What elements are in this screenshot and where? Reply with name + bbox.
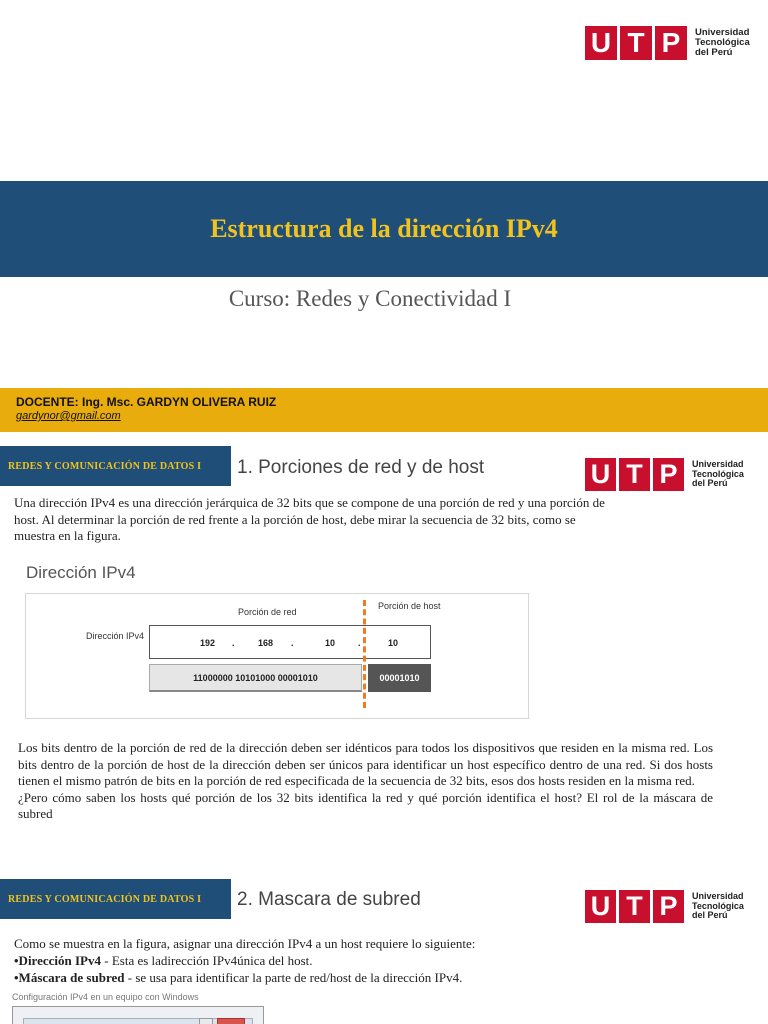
university-line-1: Universidad: [692, 459, 744, 470]
close-icon: [217, 1018, 245, 1024]
intro-paragraph: Una dirección IPv4 es una dirección jerárquica de 32 bits que se compone de una porción de red y una porción de host. Al determinar la porción de red frente a la porción de host, debe mirar la secuencia de 32 bits, como se muestra en la figura.: [14, 495, 605, 543]
body-text-1: Los bits dentro de la porción de red de la dirección deben ser idénticos para todos los dispositivos que residen en la misma red. Los bits dentro de la porción de host de la dirección deben ser únicos para identificar un host específico dentro de una red. Si dos hosts tienen el mismo patrón de bits en la porción de red especificada de la secuencia de 32 bits, esos dos hosts residen en la misma red.: [18, 740, 713, 788]
octet-3: 10: [325, 638, 336, 648]
logo-letter-p: P: [655, 26, 687, 60]
octet-dot: .: [358, 638, 361, 648]
octet-2: 168: [258, 638, 274, 648]
logo-letter-u: U: [585, 458, 616, 491]
logo-letter-p: P: [653, 890, 684, 923]
figure-caption: Configuración IPv4 en un equipo con Windows: [12, 992, 199, 1002]
course-tag: REDES Y COMUNICACIÓN DE DATOS I: [0, 879, 231, 919]
bullet-ipv4-address: [14, 952, 634, 969]
address-row-label: Dirección IPv4: [86, 631, 145, 641]
utp-logo: [585, 890, 744, 923]
university-line-1: Universidad: [695, 27, 750, 39]
teacher-name: DOCENTE: Ing. Msc. GARDYN OLIVERA RUIZ: [16, 395, 277, 409]
bullet-term: •Dirección IPv4: [14, 953, 101, 968]
teacher-email-link[interactable]: gardynor@gmail.com: [16, 410, 121, 422]
university-line-2: Tecnológica: [692, 468, 744, 479]
logo-letter-t: T: [619, 458, 650, 491]
university-line-1: Universidad: [692, 891, 744, 902]
logo-letter-t: T: [619, 890, 650, 923]
utp-logo: [585, 26, 750, 60]
university-line-2: Tecnológica: [692, 900, 744, 911]
logo-letter-p: P: [653, 458, 684, 491]
requirements-intro: Como se muestra en la figura, asignar una dirección IPv4 a un host requiere lo siguiente:: [14, 936, 476, 951]
logo-letter-u: U: [585, 890, 616, 923]
binary-host-bits: 00001010: [368, 664, 431, 692]
decimal-address-box: [149, 625, 431, 659]
body-text-2: ¿Pero cómo saben los hosts qué porción de los 32 bits identifica la red y qué porción identifica el host? El rol de la máscara de subred: [18, 789, 713, 821]
bullet-term: •Máscara de subred: [14, 970, 125, 985]
university-line-3: del Perú: [692, 478, 728, 489]
octet-1: 192: [200, 638, 216, 648]
utp-logo: [585, 458, 744, 491]
windows-dialog-preview: [12, 1006, 264, 1024]
university-line-3: del Perú: [695, 46, 733, 58]
network-host-divider: [363, 600, 366, 708]
bullet-desc: - Esta es ladirección IPv4única del host.: [101, 953, 313, 968]
minimize-icon: [199, 1018, 213, 1024]
bullet-desc: - se usa para identificar la parte de red/host de la dirección IPv4.: [124, 970, 463, 985]
university-line-2: Tecnológica: [695, 37, 750, 49]
binary-network-bits: 11000000 10101000 00001010: [149, 664, 362, 692]
octet-dot: .: [232, 638, 235, 648]
network-portion-label: Porción de red: [238, 607, 297, 617]
ipv4-figure: [25, 593, 529, 719]
requirements-paragraph: [14, 935, 634, 986]
course-tag: REDES Y COMUNICACIÓN DE DATOS I: [0, 446, 231, 486]
teacher-band: [0, 388, 768, 432]
figure-heading: Dirección IPv4: [26, 563, 136, 582]
presentation-title: Estructura de la dirección IPv4: [210, 214, 558, 243]
section-title: 2. Mascara de subred: [237, 889, 421, 910]
title-band: [0, 181, 768, 277]
university-name: [692, 892, 744, 920]
university-name: [692, 460, 744, 488]
bullet-subnet-mask: [14, 969, 634, 986]
university-line-3: del Perú: [692, 910, 728, 921]
logo-letter-u: U: [585, 26, 617, 60]
university-name: [695, 28, 750, 58]
octet-4: 10: [388, 638, 399, 648]
section-title: 1. Porciones de red y de host: [237, 457, 485, 478]
octet-dot: .: [291, 638, 294, 648]
body-paragraph: [18, 740, 713, 823]
course-subtitle: Curso: Redes y Conectividad I: [228, 286, 512, 311]
host-portion-label: Porción de host: [378, 601, 441, 611]
logo-letter-t: T: [620, 26, 652, 60]
